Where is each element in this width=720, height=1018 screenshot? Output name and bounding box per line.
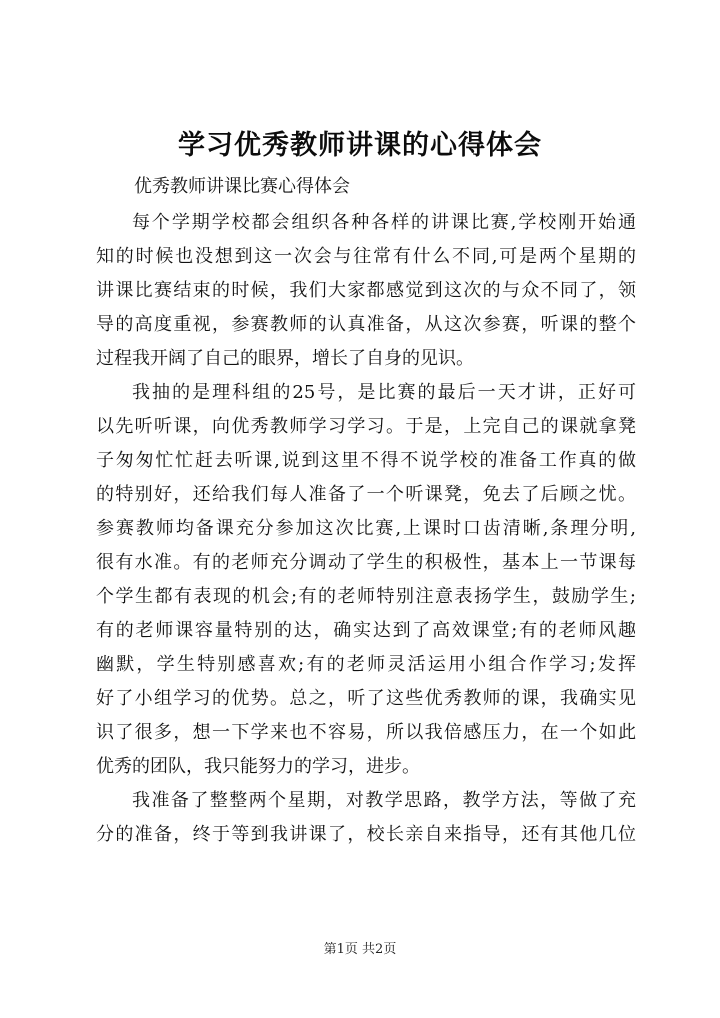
paragraph-2-line: 很有水准。有的老师充分调动了学生的积极性，基本上一节课每 bbox=[96, 552, 636, 573]
paragraph-2-line: 好了小组学习的优势。总之，听了这些优秀教师的课，我确实见 bbox=[96, 688, 636, 709]
paragraph-2-line: 参赛教师均备课充分参加这次比赛,上课时口齿清晰,条理分明, bbox=[96, 518, 636, 539]
paragraph-3-line: 我准备了整整两个星期，对教学思路，教学方法，等做了充 bbox=[132, 790, 636, 811]
paragraph-2-line: 有的老师课容量特别的达，确实达到了高效课堂;有的老师风趣 bbox=[96, 620, 636, 641]
page-footer: 第1页 共2页 bbox=[323, 942, 397, 957]
paragraph-2-line: 个学生都有表现的机会;有的老师特别注意表扬学生，鼓励学生; bbox=[96, 586, 636, 607]
document-title: 学习优秀教师讲课的心得体会 bbox=[178, 130, 542, 161]
paragraph-2-line: 我抽的是理科组的25号，是比赛的最后一天才讲，正好可 bbox=[132, 382, 636, 403]
paragraph-1-line: 每个学期学校都会组织各种各样的讲课比赛,学校刚开始通 bbox=[132, 212, 636, 233]
document-body bbox=[96, 206, 636, 852]
paragraph-2-line: 优秀的团队，我只能努力的学习，进步。 bbox=[96, 756, 420, 777]
paragraph-1-line: 过程我开阔了自己的眼界，增长了自身的见识。 bbox=[96, 348, 474, 369]
paragraph-1-line: 讲课比赛结束的时候，我们大家都感觉到这次的与众不同了，领 bbox=[96, 280, 636, 301]
paragraph-2-line: 子匆匆忙忙赶去听课,说到这里不得不说学校的准备工作真的做 bbox=[96, 450, 636, 471]
document-subtitle: 优秀教师讲课比赛心得体会 bbox=[134, 176, 350, 197]
paragraph-2-line: 以先听听课，向优秀教师学习学习。于是，上完自己的课就拿凳 bbox=[96, 416, 636, 437]
paragraph-1-line: 知的时候也没想到这一次会与往常有什么不同,可是两个星期的 bbox=[96, 246, 636, 267]
paragraph-2-line: 幽默，学生特别感喜欢;有的老师灵活运用小组合作学习;发挥 bbox=[96, 654, 636, 675]
paragraph-2-line: 识了很多，想一下学来也不容易，所以我倍感压力，在一个如此 bbox=[96, 722, 636, 743]
paragraph-2-line: 的特别好，还给我们每人准备了一个听课凳，免去了后顾之忧。 bbox=[96, 484, 636, 505]
paragraph-1-line: 导的高度重视，参赛教师的认真准备，从这次参赛，听课的整个 bbox=[96, 314, 636, 335]
paragraph-3-line: 分的准备，终于等到我讲课了，校长亲自来指导，还有其他几位 bbox=[96, 824, 636, 845]
